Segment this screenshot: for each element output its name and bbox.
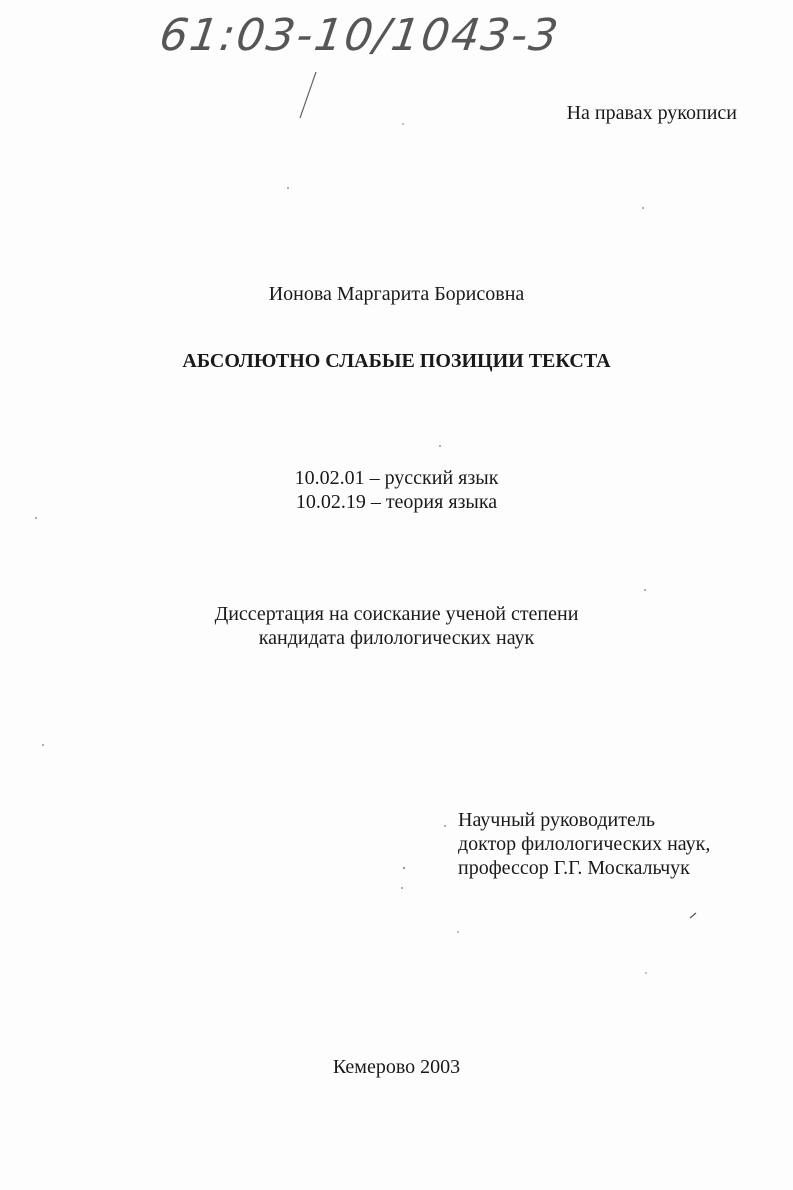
manuscript-note: На правах рукописи [566,102,737,124]
author-name: Ионова Маргарита Борисовна [268,283,525,305]
supervisor-line: Научный руководитель [458,809,655,831]
supervisor-line: профессор Г.Г. Москальчук [458,857,690,879]
dissertation-title: АБСОЛЮТНО СЛАБЫЕ ПОЗИЦИИ ТЕКСТА [182,350,611,372]
handwritten-catalog-number: 61:03-10/1043-3 [156,10,563,61]
degree-line: Диссертация на соискание ученой степени [214,603,579,625]
specialty-codes [0,466,793,514]
supervisor-block [458,808,710,880]
specialty-line: 10.02.19 – теория языка [295,491,498,513]
city-year: Кемерово 2003 [332,1056,461,1078]
specialty-line: 10.02.01 – русский язык [294,467,499,489]
supervisor-line: доктор филологических наук, [458,833,711,855]
degree-statement [0,602,793,650]
degree-line: кандидата филологических наук [258,627,535,649]
